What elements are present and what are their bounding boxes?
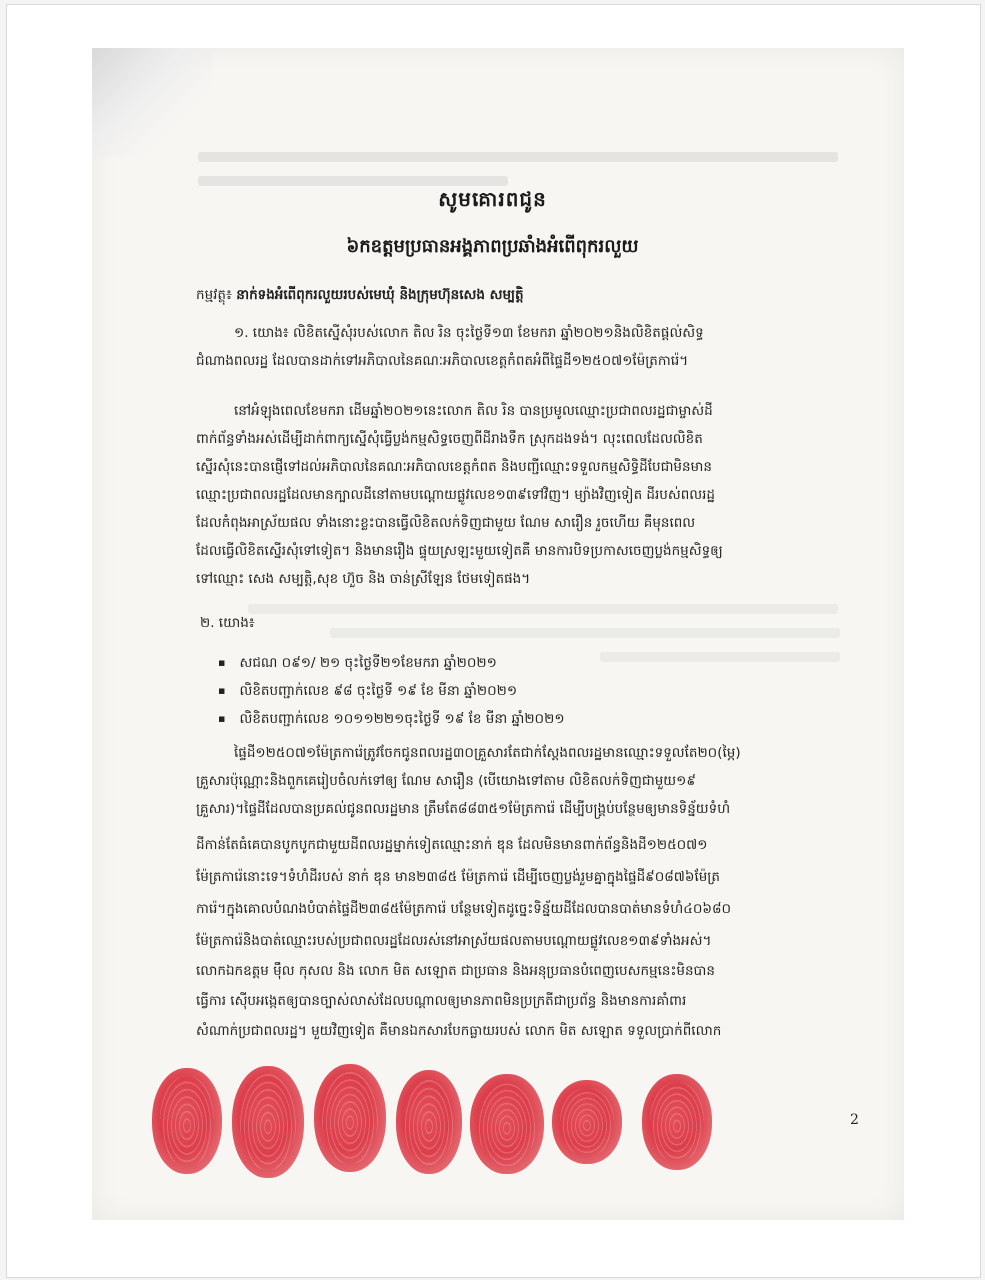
text-line: ជំណាងពលរដ្ឋ ដែលបានដាក់ទៅអភិបាលនៃគណៈអភិបាលខេត្តកំពតអំពីផ្ទៃដី១២៥០៧១ម៉ែត្រការ៉េ។ — [196, 353, 689, 369]
bleed-through-text — [248, 604, 838, 614]
text-line: ផ្ទៃដី១២៥០៧១ម៉ែត្រការ៉េត្រូវចែកជូនពលរដ្ឋ៣០គ្រួសារតែជាក់ស្តែងពលរដ្ឋមានឈ្មោះទទួលតែ២០(ម្ភៃ) — [234, 745, 741, 761]
paper-fold-shadow — [92, 48, 212, 158]
thumbprint — [470, 1074, 544, 1174]
thumbprint — [552, 1080, 622, 1164]
text-line: ការ៉េ។ក្នុងគោលបំណងបំបាត់ផ្ទៃដី២៣៨៥ម៉ែត្រការ៉េ បន្ថែមទៀតដូច្នេះទិន្ន័យដីដែលបានបាត់មានទំហំ៤០៦៨០ — [196, 901, 732, 917]
bleed-through-text — [198, 176, 508, 186]
page-number: 2 — [850, 1112, 859, 1128]
salutation-title: សូមគោរពជូន — [438, 187, 547, 211]
thumbprint — [314, 1064, 386, 1172]
thumbprint — [396, 1070, 462, 1174]
thumbprint — [232, 1066, 304, 1178]
bleed-through-text — [198, 152, 838, 162]
thumbprint — [152, 1068, 222, 1174]
reference-list-item: ▪ សជណ ០៩១/ ២១ ចុះថ្ងៃទី២១ខែមករា ឆ្នាំ២០២១ — [218, 654, 497, 674]
text-line: ដែលធ្វើលិខិតស្នើរសុំទៅទៀត។ និងមានរឿង ផ្ទុយស្រឡះមួយទៀតគឺ មានការបិទប្រកាសចេញប្លង់កម្មសិទ្ធឲ្យ — [196, 543, 723, 559]
text-line: នៅអំឡុងពេលខែមករា ដើមឆ្នាំ២០២១នេះលោក តិល រិន បានប្រមូលឈ្មោះប្រជាពលរដ្ឋជាម្ចាស់ដី — [234, 403, 713, 419]
text-line: ធ្វើការ ស៊ើបអង្កេតឲ្យបានច្បាស់លាស់ដែលបណ្តាលឲ្យមានភាពមិនប្រក្រតីជាប្រព័ន្ធ និងមានការគាំពារ — [196, 993, 687, 1009]
section2-label: ២. យោង៖ — [200, 615, 255, 631]
text-line: ១. យោង៖ លិខិតស្នើសុំរបស់លោក តិល រិន ចុះថ្ងៃទី១៣ ខែមករា ឆ្នាំ២០២១និងលិខិតផ្តល់សិទ្ធ — [234, 325, 704, 341]
subject-line — [196, 286, 524, 306]
addressee-title: ៦កឧត្តមប្រធានអង្គភាពប្រឆាំងអំពើពុករលួយ — [346, 236, 639, 257]
text-line: គ្រួសារ)។ផ្ទៃដីដែលបានប្រគល់ជូនពលរដ្ឋមាន ត្រឹមតែ៨៨៣៥១ម៉ែត្រការ៉េ ដើម្បីបង្គ្រប់បន្ថែមឲ្យមានទិន្ន័យទំហំ — [196, 801, 731, 817]
subject-text: នាក់ទងអំពើពុករលួយរបស់មេឃុំ និងក្រុមហ៊ុនសេង សម្បត្តិ — [236, 287, 524, 303]
text-line: ទៅឈ្មោះ សេង សម្បត្តិ,សុខ ហ៊ួច និង ចាន់ស្រីឡែន ថែមទៀតផង។ — [196, 571, 531, 587]
thumbprint — [642, 1074, 712, 1170]
subject-label: កម្មវត្ថុ៖ — [196, 287, 232, 303]
reference-list-item: ▪ លិខិតបញ្ជាក់លេខ ៩៨ ចុះថ្ងៃទី ១៩ ខែ មីនា ឆ្នាំ២០២១ — [218, 682, 517, 702]
text-line: ដែលកំពុងអាស្រ័យផល ទាំងនោះខ្លះបានធ្វើលិខិតលក់ទិញជាមួយ ណែម សារឿន រួចហើយ គឺមុនពេល — [196, 515, 696, 531]
bleed-through-text — [600, 652, 840, 662]
text-line: ស្នើរសុំនេះបានផ្ញើទៅដល់អភិបាលនៃគណៈអភិបាលខេត្តកំពត និងបញ្ជីឈ្មោះទទួលកម្មសិទ្ធិដីបែជាមិនមាន — [196, 459, 712, 475]
text-line: ពាក់ព័ន្ធទាំងអស់ដើម្បីដាក់ពាក្យស្នើសុំធ្វើប្លង់កម្មសិទ្ធចេញពីដីរាងទឹក ស្រុកដងទង់។ លុះពេលដែលលិខិត — [196, 431, 703, 447]
text-line: ម៉ែត្រការ៉េនិងបាត់ឈ្មោះរបស់ប្រជាពលរដ្ឋដែលរស់នៅអាស្រ័យផលតាមបណ្តោយផ្លូវលេខ១៣៩ទាំងអស់។ — [196, 933, 712, 949]
text-line: សំណាក់ប្រជាពលរដ្ឋ។ មួយវិញទៀត គឺមានឯកសារបែកធ្លាយរបស់ លោក មិត សឡោត ទទួលប្រាក់ពីលោក — [196, 1023, 722, 1039]
text-line: លោកឯកឧត្តម ម៉ឹល កុសល និង លោក មិត សឡោត ជាប្រធាន និងអនុប្រធានបំពេញបេសកម្មនេះមិនបាន — [196, 963, 715, 979]
text-line: គ្រួសារប៉ុណ្ណោះនិងពួកគេរៀបចំលក់ទៅឲ្យ ណែម សារឿន (បើយោងទៅតាម លិខិតលក់ទិញជាមួយ១៩ — [196, 773, 696, 789]
text-line: ដីកាន់តែធំគេបានបូកបូកជាមួយដីពលរដ្ឋម្នាក់ទៀតឈ្មោះនាក់ ឌុន ដែលមិនមានពាក់ព័ន្ធនិងដី១២៥០៧១ — [196, 837, 708, 853]
thumbprint-row — [148, 1062, 728, 1182]
text-line: ឈ្មោះប្រជាពលរដ្ឋដែលមានក្បាលដីនៅតាមបណ្តោយផ្លូវលេខ១៣៩ទៅវិញ។ ម្យ៉ាងវិញទៀត ដីរបស់ពលរដ្ឋ — [196, 487, 715, 503]
text-line: ម៉ែត្រការ៉េនោះទេ។ទំហំដីរបស់ នាក់ ឌុន មាន២៣៨៥ ម៉ែត្រការ៉េ ដើម្បីចេញប្លង់រួមគ្នាក្នុងផ្ទៃដី៩០៨៧៦ម៉ែត្រ — [196, 869, 720, 885]
reference-list-item: ▪ លិខិតបញ្ជាក់លេខ ១០១១២២១ចុះថ្ងៃទី ១៩ ខែ មីនា ឆ្នាំ២០២១ — [218, 710, 565, 730]
bleed-through-text — [330, 628, 840, 638]
